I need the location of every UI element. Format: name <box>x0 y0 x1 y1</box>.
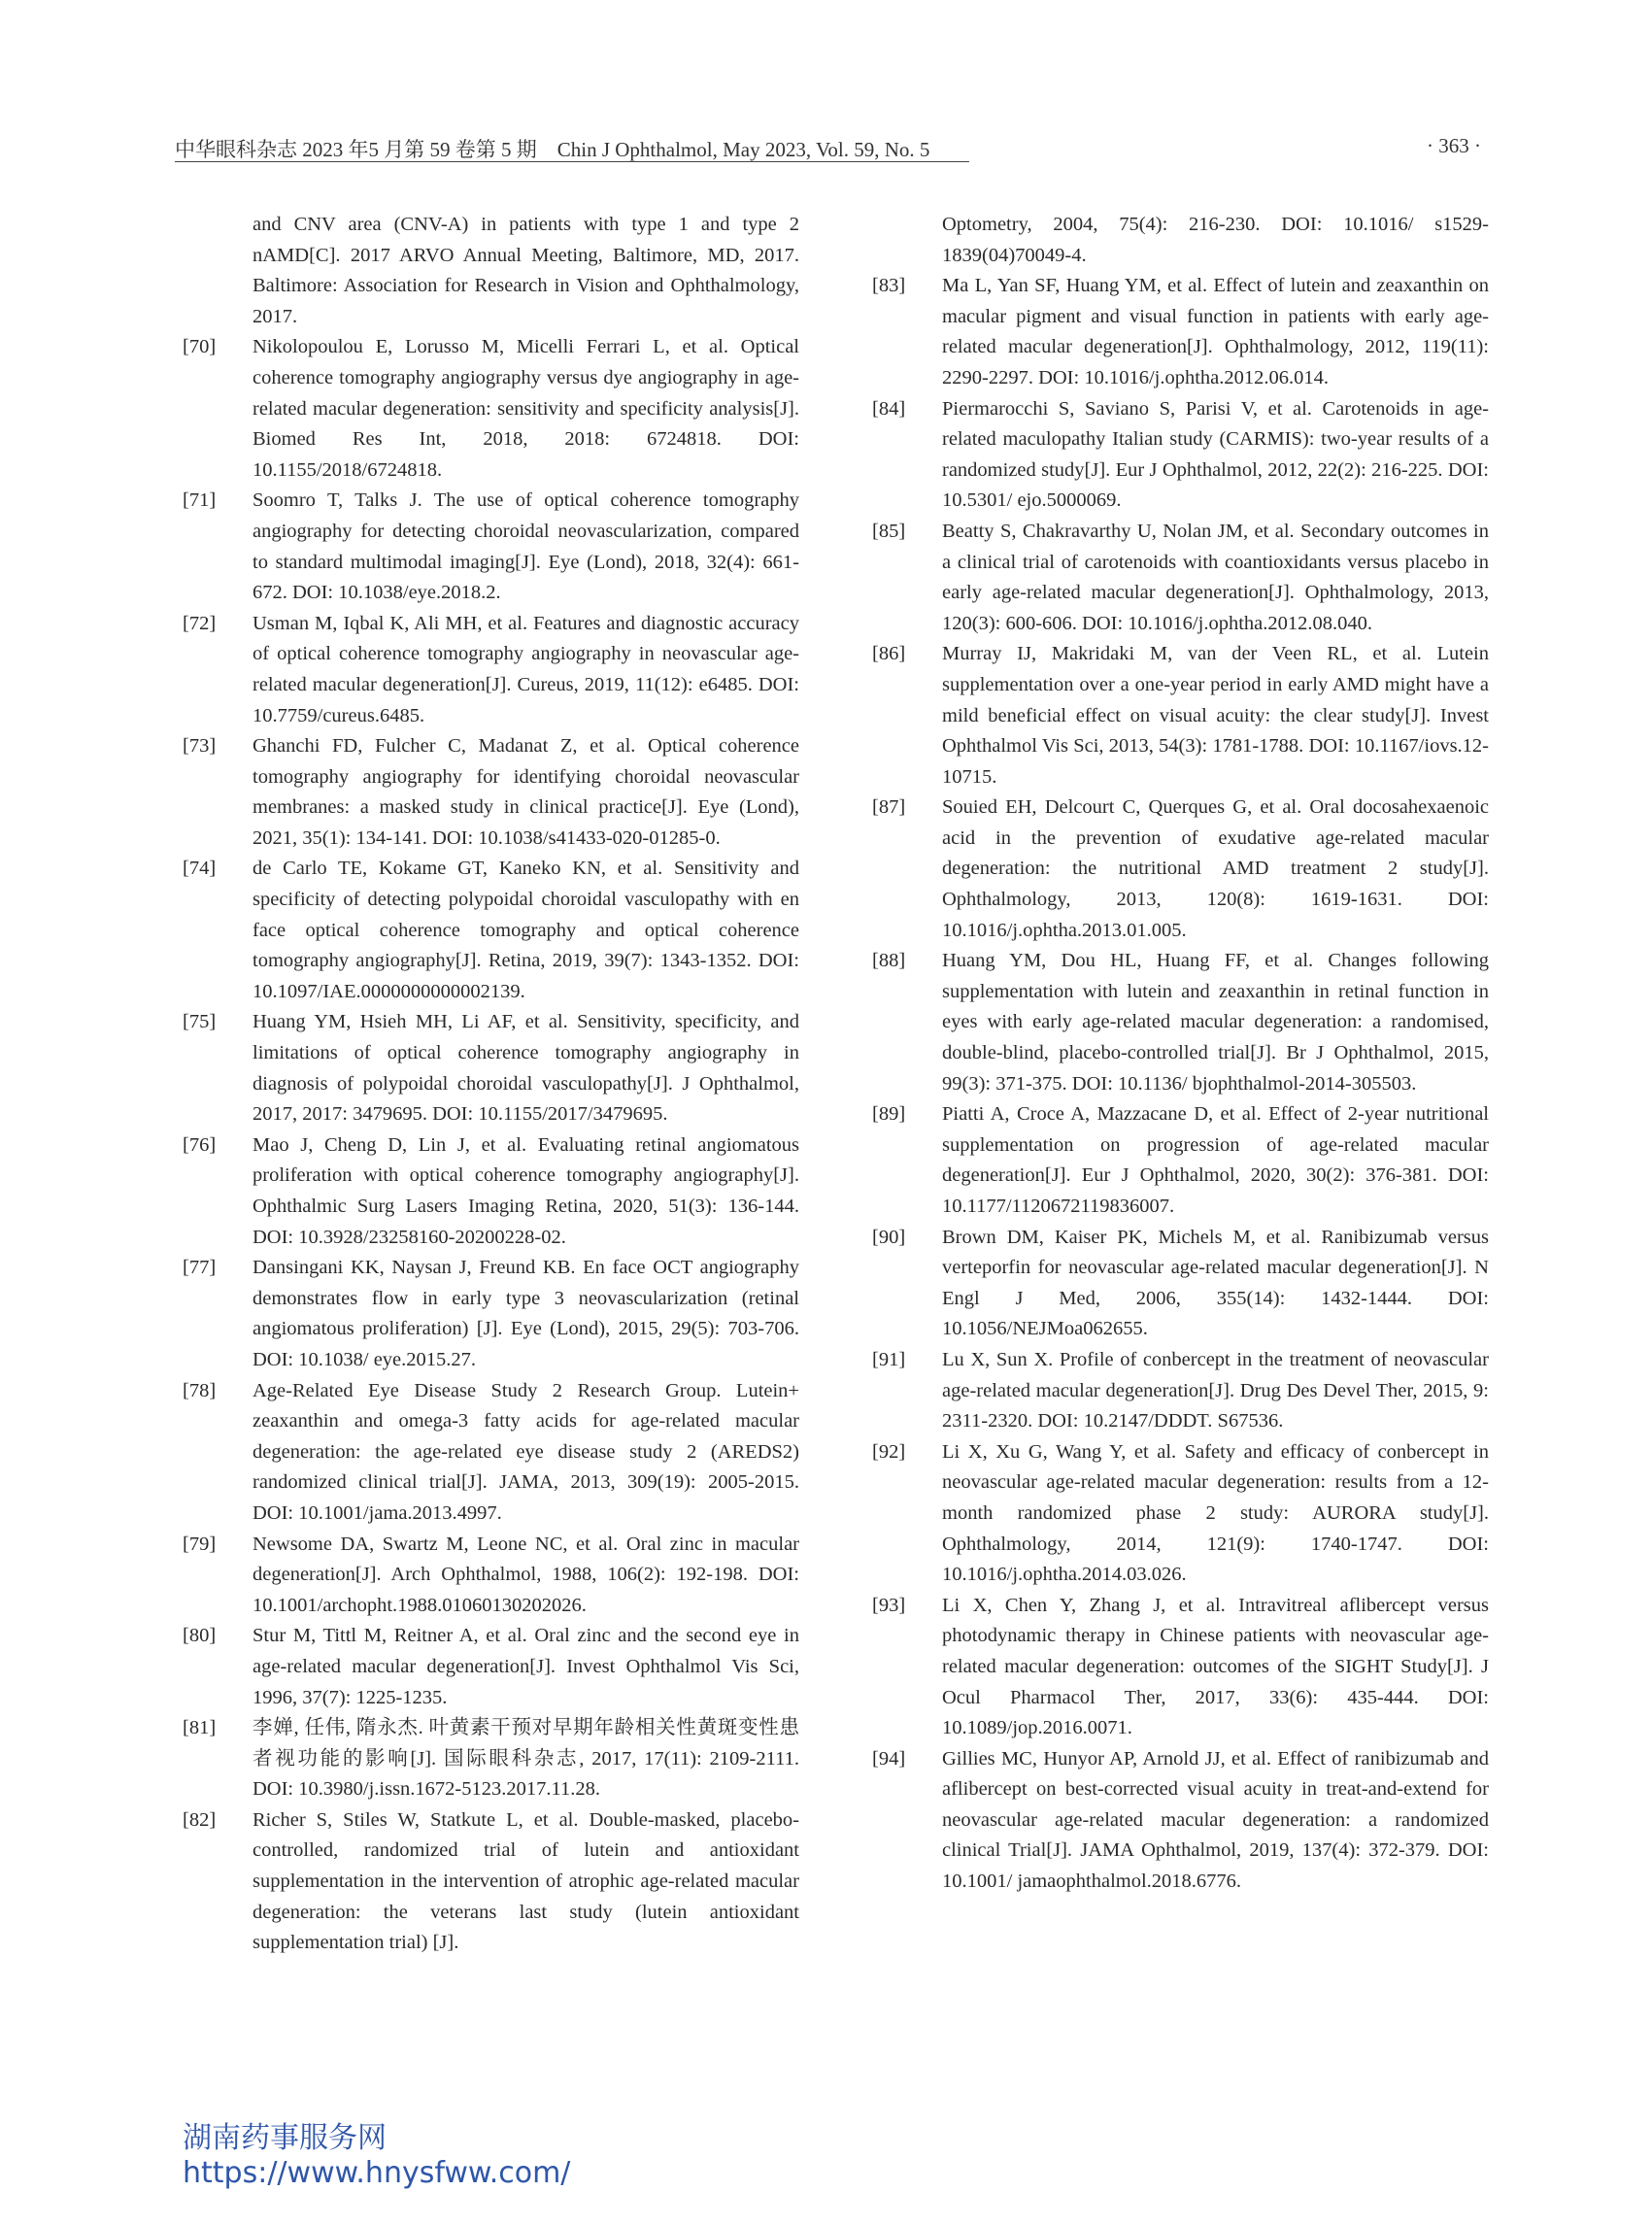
reference-number: [88] <box>872 950 906 972</box>
reference-number: [81] <box>183 1717 217 1739</box>
reference-item <box>183 609 799 731</box>
reference-number: [92] <box>872 1440 906 1463</box>
running-header <box>175 132 1481 165</box>
reference-text: Murray IJ, Makridaki M, van der Veen RL, et al. Lutein supplementation over a one-year period in early AMD might have a mild beneficial effect on visual acuity: the clear study[J]. Invest Ophthalmol Vis Sci, 2013, 54(3): 1781-1788. DOI: 10.1167/iovs.12-10715. <box>942 643 1489 788</box>
reference-text: Usman M, Iqbal K, Ali MH, et al. Features and diagnostic accuracy of optical coherence tomography angiography in neovascular age-related macular degeneration[J]. Cureus, 2019, 11(12): e6485. DOI: 10.7759/cureus.6485. <box>253 612 799 726</box>
reference-item <box>872 1223 1489 1345</box>
watermark-url[interactable]: https://www.hnysfww.com/ <box>183 2156 571 2190</box>
reference-text: Ma L, Yan SF, Huang YM, et al. Effect of lutein and zeaxanthin on macular pigment and visual function in patients with early age-related macular degeneration[J]. Ophthalmology, 2012, 119(11): 2290-2297. DOI: 10.1016/j.ophtha.2012.06.014. <box>942 275 1489 388</box>
reference-number: [73] <box>183 735 217 758</box>
reference-number: [85] <box>872 520 906 542</box>
reference-number: [79] <box>183 1533 217 1555</box>
reference-item <box>183 486 799 608</box>
reference-list-right <box>872 271 1489 1897</box>
reference-number: [86] <box>872 643 906 665</box>
header-rule <box>175 161 969 162</box>
reference-text: Piermarocchi S, Saviano S, Parisi V, et al. Carotenoids in age-related maculopathy Italian study (CARMIS): two-year results of a randomized study[J]. Eur J Ophthalmol, 2012, 22(2): 216-225. DOI: 10.5301/ ejo.5000069. <box>942 397 1489 512</box>
reference-number: [91] <box>872 1348 906 1370</box>
reference-item <box>872 271 1489 393</box>
reference-item <box>183 1530 799 1622</box>
reference-item <box>183 1253 799 1375</box>
reference-item <box>183 1805 799 1959</box>
reference-item <box>872 1345 1489 1437</box>
reference-text: Brown DM, Kaiser PK, Michels M, et al. Ranibizumab versus verteporfin for neovascular age-related macular degeneration[J]. N Engl J Med, 2006, 355(14): 1432-1444. DOI: 10.1056/NEJMoa062655. <box>942 1226 1489 1340</box>
reference-number: [77] <box>183 1257 217 1279</box>
watermark <box>183 2121 570 2191</box>
reference-item <box>872 1437 1489 1591</box>
reference-text: Nikolopoulou E, Lorusso M, Micelli Ferrari L, et al. Optical coherence tomography angiography versus dye angiography in age-related macular degeneration: sensitivity and specificity analysis[J]. Biomed Res Int, 2018, 2018: 6724818. DOI: 10.1155/2018/6724818. <box>253 336 799 481</box>
reference-item <box>872 394 1489 517</box>
reference-item <box>183 731 799 854</box>
reference-text: Ghanchi FD, Fulcher C, Madanat Z, et al. Optical coherence tomography angiography for identifying choroidal neovascular membranes: a masked study in clinical practice[J]. Eye (Lond), 2021, 35(1): 134-141. DOI: 10.1038/s41433-020-01285-0. <box>253 735 799 849</box>
reference-list-left <box>183 332 799 1958</box>
reference-item <box>183 1007 799 1129</box>
reference-text: Dansingani KK, Naysan J, Freund KB. En face OCT angiography demonstrates flow in early type 3 neovascularization (retinal angiomatous proliferation) [J]. Eye (Lond), 2015, 29(5): 703-706. DOI: 10.1038/ eye.2015.27. <box>253 1257 799 1370</box>
reference-continuation: Optometry, 2004, 75(4): 216-230. DOI: 10.1016/ s1529-1839(04)70049-4. <box>942 214 1489 266</box>
reference-number: [75] <box>183 1011 217 1033</box>
reference-column-right <box>872 210 1489 1898</box>
reference-text: Souied EH, Delcourt C, Querques G, et al. Oral docosahexaenoic acid in the prevention of exudative age-related macular degeneration: the nutritional AMD treatment 2 study[J]. Ophthalmology, 2013, 120(8): 1619-1631. DOI: 10.1016/j.ophtha.2013.01.005. <box>942 796 1489 941</box>
reference-text: Richer S, Stiles W, Statkute L, et al. Double-masked, placebo-controlled, randomized trial of lutein and antioxidant supplementation in the intervention of atrophic age-related macular degeneration: the veterans last study (lutein antioxidant supplementation trial) [J]. <box>253 1808 799 1954</box>
reference-number: [82] <box>183 1808 217 1831</box>
reference-number: [80] <box>183 1625 217 1647</box>
reference-item <box>183 1713 799 1805</box>
reference-number: [93] <box>872 1594 906 1616</box>
reference-item <box>183 854 799 1007</box>
reference-text: Lu X, Sun X. Profile of conbercept in the treatment of neovascular age-related macular degeneration[J]. Drug Des Devel Ther, 2015, 9: 2311-2320. DOI: 10.2147/DDDT. S67536. <box>942 1348 1489 1433</box>
reference-item <box>872 1744 1489 1898</box>
reference-number: [71] <box>183 489 217 512</box>
reference-text: Gillies MC, Hunyor AP, Arnold JJ, et al. Effect of ranibizumab and aflibercept on best-corrected visual acuity in treat-and-extend for neovascular age-related macular degeneration: a randomized clinical Trial[J]. JAMA Ophthalmol, 2019, 137(4): 372-379. DOI: 10.1001/ jamaophthalmol.2018.6776. <box>942 1747 1489 1893</box>
reference-item <box>183 332 799 486</box>
reference-item <box>183 1621 799 1713</box>
reference-number: [72] <box>183 612 217 634</box>
reference-item <box>872 639 1489 792</box>
journal-citation-header: 中华眼科杂志 2023 年5 月第 59 卷第 5 期 Chin J Ophthalmol, May 2023, Vol. 59, No. 5 <box>175 138 930 161</box>
reference-text: 李婵, 任伟, 隋永杰. 叶黄素干预对早期年龄相关性黄斑变性患者视功能的影响[J]. 国际眼科杂志, 2017, 17(11): 2109-2111. DOI: 10.3980/j.issn.1672-5123.2017.11.28. <box>253 1717 799 1801</box>
reference-item <box>872 946 1489 1099</box>
reference-continuation: and CNV area (CNV-A) in patients with type 1 and type 2 nAMD[C]. 2017 ARVO Annual Meeting, Baltimore, MD, 2017. Baltimore: Association for Research in Vision and Ophthalmology, 2017. <box>253 214 799 327</box>
reference-number: [90] <box>872 1226 906 1248</box>
reference-text: Piatti A, Croce A, Mazzacane D, et al. Effect of 2-year nutritional supplementation on progression of age-related macular degeneration[J]. Eur J Ophthalmol, 2020, 30(2): 376-381. DOI: 10.1177/1120672119836007. <box>942 1103 1489 1217</box>
reference-text: Li X, Xu G, Wang Y, et al. Safety and efficacy of conbercept in neovascular age-related macular degeneration: results from a 12-month randomized phase 2 study: AURORA study[J]. Ophthalmology, 2014, 121(9): 1740-1747. DOI: 10.1016/j.ophtha.2014.03.026. <box>942 1440 1489 1586</box>
reference-item <box>872 792 1489 946</box>
reference-text: Soomro T, Talks J. The use of optical coherence tomography angiography for detecting choroidal neovascularization, compared to standard multimodal imaging[J]. Eye (Lond), 2018, 32(4): 661-672. DOI: 10.1038/eye.2018.2. <box>253 489 799 604</box>
reference-number: [89] <box>872 1103 906 1126</box>
reference-number: [76] <box>183 1133 217 1156</box>
reference-number: [74] <box>183 858 217 880</box>
reference-number: [87] <box>872 796 906 819</box>
page-number: · 363 · <box>1427 134 1481 157</box>
reference-text: Stur M, Tittl M, Reitner A, et al. Oral zinc and the second eye in age-related macular degeneration[J]. Invest Ophthalmol Vis Sci, 1996, 37(7): 1225-1235. <box>253 1625 799 1708</box>
reference-number: [84] <box>872 397 906 420</box>
reference-number: [70] <box>183 336 217 358</box>
reference-item <box>872 1099 1489 1222</box>
reference-item <box>183 1130 799 1253</box>
reference-text: de Carlo TE, Kokame GT, Kaneko KN, et al. Sensitivity and specificity of detecting polypoidal choroidal vasculopathy with en face optical coherence tomography and optical coherence tomography angiography[J]. Retina, 2019, 39(7): 1343-1352. DOI: 10.1097/IAE.0000000000002139. <box>253 858 799 1002</box>
reference-text: Beatty S, Chakravarthy U, Nolan JM, et al. Secondary outcomes in a clinical trial of carotenoids with coantioxidants versus placebo in early age-related macular degeneration[J]. Ophthalmology, 2013, 120(3): 600-606. DOI: 10.1016/j.ophtha.2012.08.040. <box>942 520 1489 634</box>
reference-text: Mao J, Cheng D, Lin J, et al. Evaluating retinal angiomatous proliferation with optical coherence tomography angiography[J]. Ophthalmic Surg Lasers Imaging Retina, 2020, 51(3): 136-144. DOI: 10.3928/23258160-20200228-02. <box>253 1133 799 1248</box>
reference-column-left <box>183 210 799 1959</box>
reference-item <box>872 1591 1489 1744</box>
reference-number: [83] <box>872 275 906 297</box>
watermark-site-name: 湖南药事服务网 <box>183 2121 387 2155</box>
reference-text: Huang YM, Dou HL, Huang FF, et al. Changes following supplementation with lutein and zeaxanthin in retinal function in eyes with early age-related macular degeneration: a randomised, double-blind, placebo-controlled trial[J]. Br J Ophthalmol, 2015, 99(3): 371-375. DOI: 10.1136/ bjophthalmol-2014-305503. <box>942 950 1489 1095</box>
reference-text: Newsome DA, Swartz M, Leone NC, et al. Oral zinc in macular degeneration[J]. Arch Ophthalmol, 1988, 106(2): 192-198. DOI: 10.1001/archopht.1988.01060130202026. <box>253 1533 799 1616</box>
reference-text: Huang YM, Hsieh MH, Li AF, et al. Sensitivity, specificity, and limitations of optical coherence tomography angiography in diagnosis of polypoidal choroidal vasculopathy[J]. J Ophthalmol, 2017, 2017: 3479695. DOI: 10.1155/2017/3479695. <box>253 1011 799 1126</box>
reference-item <box>872 517 1489 639</box>
reference-number: [78] <box>183 1379 217 1401</box>
reference-number: [94] <box>872 1747 906 1770</box>
reference-item <box>183 1376 799 1530</box>
reference-text: Age-Related Eye Disease Study 2 Research Group. Lutein+ zeaxanthin and omega-3 fatty acids for age-related macular degeneration: the age-related eye disease study 2 (AREDS2) randomized clinical trial[J]. JAMA, 2013, 309(19): 2005-2015. DOI: 10.1001/jama.2013.4997. <box>253 1379 799 1524</box>
reference-text: Li X, Chen Y, Zhang J, et al. Intravitreal aflibercept versus photodynamic therapy in Chinese patients with neovascular age-related macular degeneration: outcomes of the SIGHT Study[J]. J Ocul Pharmacol Ther, 2017, 33(6): 435-444. DOI: 10.1089/jop.2016.0071. <box>942 1594 1489 1739</box>
